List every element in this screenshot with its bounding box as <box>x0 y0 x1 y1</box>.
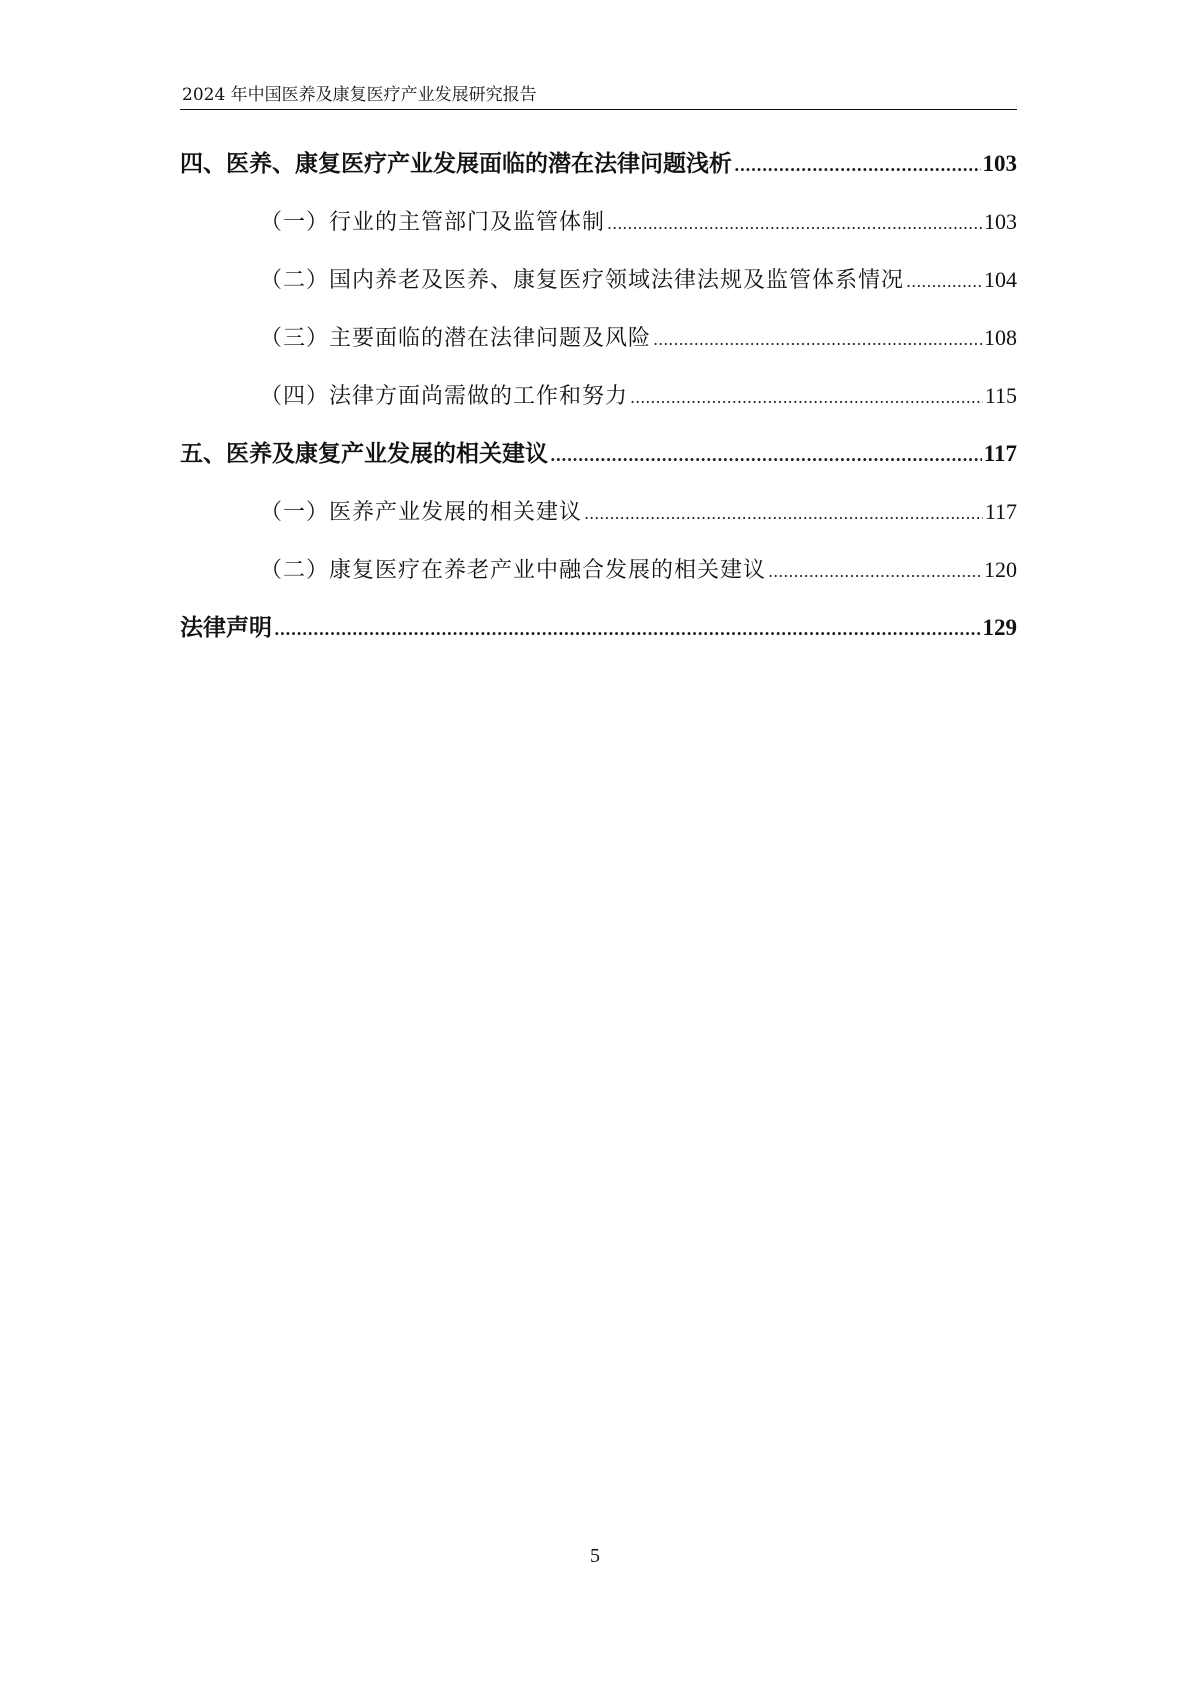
toc-dot-leader <box>274 614 981 646</box>
toc-dot-leader <box>768 556 982 588</box>
toc-entry-section-5[interactable] <box>180 438 1017 470</box>
toc-entry-section-4-1[interactable] <box>260 206 1017 238</box>
toc-dot-leader <box>734 150 981 182</box>
toc-page-number: 103 <box>984 209 1017 234</box>
toc-dot-leader <box>607 208 982 240</box>
toc-dot-leader <box>630 382 983 414</box>
toc-entry-section-5-1[interactable] <box>260 496 1017 528</box>
toc-dot-leader <box>653 324 982 356</box>
toc-dot-leader <box>550 440 982 472</box>
toc-entry-title: （三）主要面临的潜在法律问题及风险 <box>260 326 652 351</box>
header-divider <box>180 109 1017 110</box>
toc-entry-legal-statement[interactable] <box>180 612 1017 644</box>
toc-page-number: 117 <box>984 499 1017 524</box>
toc-entry-title: （四）法律方面尚需做的工作和努力 <box>260 384 629 409</box>
toc-entry-title: （二）国内养老及医养、康复医疗领域法律法规及监管体系情况 <box>260 268 905 293</box>
footer-page-number: 5 <box>590 1545 600 1567</box>
toc-entry-section-4-3[interactable] <box>260 322 1017 354</box>
toc-entry-title: 五、医养及康复产业发展的相关建议 <box>180 440 548 467</box>
toc-entry-title: 法律声明 <box>180 614 272 641</box>
toc-entry-section-5-2[interactable] <box>260 554 1017 586</box>
toc-page-number: 120 <box>984 557 1017 582</box>
toc-entry-section-4[interactable] <box>180 148 1017 180</box>
toc-page-number: 129 <box>982 615 1017 640</box>
toc-page-number: 108 <box>984 325 1017 350</box>
toc-entry-title: 四、医养、康复医疗产业发展面临的潜在法律问题浅析 <box>180 150 732 177</box>
running-header-title: 2024 年中国医养及康复医疗产业发展研究报告 <box>182 85 537 105</box>
toc-entry-section-4-2[interactable] <box>260 264 1017 296</box>
toc-page-number: 103 <box>982 151 1017 176</box>
toc-dot-leader <box>584 498 983 530</box>
toc-entry-section-4-4[interactable] <box>260 380 1017 412</box>
toc-entry-title: （一）医养产业发展的相关建议 <box>260 500 583 525</box>
toc-entry-title: （二）康复医疗在养老产业中融合发展的相关建议 <box>260 558 767 583</box>
toc-entry-title: （一）行业的主管部门及监管体制 <box>260 210 606 235</box>
toc-page-number: 115 <box>984 383 1017 408</box>
toc-page-number: 117 <box>983 441 1017 466</box>
toc-page-number: 104 <box>984 267 1017 292</box>
toc-dot-leader <box>906 266 982 298</box>
